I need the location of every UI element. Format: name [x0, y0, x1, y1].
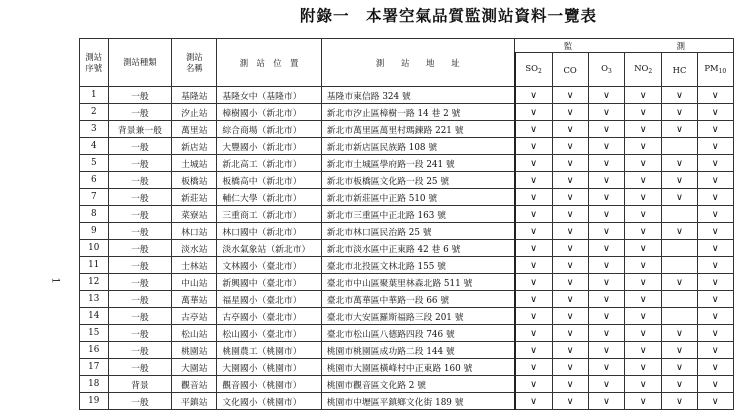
check-so2: ∨ [515, 308, 552, 325]
check-no2: ∨ [625, 325, 662, 342]
check-so2: ∨ [515, 376, 552, 393]
check-so2: ∨ [515, 155, 552, 172]
station-address: 新北市新店區民族路 108 號 [321, 138, 514, 155]
check-o3: ∨ [588, 240, 624, 257]
check-so2: ∨ [515, 87, 552, 104]
header-monitor-group: 監 測 [515, 39, 734, 53]
station-name: 萬里站 [172, 121, 217, 138]
station-serial: 14 [80, 308, 109, 325]
station-address: 新北市土城區學府路一段 241 號 [321, 155, 514, 172]
check-o3: ∨ [588, 308, 624, 325]
station-type: 一般 [108, 308, 172, 325]
check-co: ∨ [552, 87, 588, 104]
check-hc: ∨ [662, 274, 697, 291]
check-so2: ∨ [515, 223, 552, 240]
station-address: 新北市汐止區樟樹一路 14 巷 2 號 [321, 104, 514, 121]
station-location: 新北高工（新北市） [217, 155, 321, 172]
station-name: 板橋站 [172, 172, 217, 189]
check-o3: ∨ [588, 206, 624, 223]
check-pm10: ∨ [697, 104, 733, 121]
check-hc: ∨ [662, 376, 697, 393]
check-no2: ∨ [625, 87, 662, 104]
station-serial: 7 [80, 189, 109, 206]
check-hc: ∨ [662, 393, 697, 410]
check-o3: ∨ [588, 172, 624, 189]
station-address: 新北市淡水區中正東路 42 巷 6 號 [321, 240, 514, 257]
station-serial: 13 [80, 291, 109, 308]
station-serial: 3 [80, 121, 109, 138]
check-so2: ∨ [515, 104, 552, 121]
station-location: 三重商工（新北市） [217, 206, 321, 223]
station-location: 板橋高中（新北市） [217, 172, 321, 189]
station-name: 菜寮站 [172, 206, 217, 223]
station-location: 樟樹國小（新北市） [217, 104, 321, 121]
header-address: 測 站 地 址 [321, 39, 514, 87]
check-co: ∨ [552, 274, 588, 291]
check-hc [662, 291, 697, 308]
check-so2: ∨ [515, 393, 552, 410]
station-serial: 9 [80, 223, 109, 240]
check-hc: ∨ [662, 155, 697, 172]
station-location: 基隆女中（基隆市） [217, 87, 321, 104]
station-location: 綜合商場（新北市） [217, 121, 321, 138]
station-address: 臺北市中山區聚葉里林森北路 511 號 [321, 274, 514, 291]
station-location: 福星國小（臺北市） [217, 291, 321, 308]
check-o3: ∨ [588, 376, 624, 393]
check-o3: ∨ [588, 325, 624, 342]
check-pm10: ∨ [697, 240, 733, 257]
check-hc: ∨ [662, 121, 697, 138]
check-pm10: ∨ [697, 342, 733, 359]
table-row [80, 172, 734, 189]
check-hc: ∨ [662, 325, 697, 342]
check-hc: ∨ [662, 359, 697, 376]
check-co: ∨ [552, 308, 588, 325]
check-o3: ∨ [588, 87, 624, 104]
station-address: 基隆市東信路 324 號 [321, 87, 514, 104]
station-serial: 15 [80, 325, 109, 342]
station-location: 桃園農工（桃園市） [217, 342, 321, 359]
check-o3: ∨ [588, 359, 624, 376]
check-pm10: ∨ [697, 308, 733, 325]
check-hc [662, 206, 697, 223]
header-pollutant-co: CO [552, 53, 588, 87]
station-type: 一般 [108, 223, 172, 240]
table-row [80, 393, 734, 410]
check-co: ∨ [552, 206, 588, 223]
station-name: 古亭站 [172, 308, 217, 325]
table-row [80, 121, 734, 138]
check-o3: ∨ [588, 155, 624, 172]
station-location: 文化國小（桃園市） [217, 393, 321, 410]
table-row [80, 342, 734, 359]
station-type: 一般 [108, 359, 172, 376]
station-location: 古亭國小（臺北市） [217, 308, 321, 325]
check-pm10: ∨ [697, 291, 733, 308]
station-type: 背景 [108, 376, 172, 393]
check-o3: ∨ [588, 291, 624, 308]
station-location: 觀音國小（桃園市） [217, 376, 321, 393]
check-o3: ∨ [588, 104, 624, 121]
check-no2: ∨ [625, 104, 662, 121]
check-no2: ∨ [625, 138, 662, 155]
check-no2: ∨ [625, 172, 662, 189]
check-so2: ∨ [515, 325, 552, 342]
station-serial: 2 [80, 104, 109, 121]
table-row [80, 240, 734, 257]
header-name: 測站名稱 [172, 39, 217, 87]
check-hc [662, 240, 697, 257]
check-pm10: ∨ [697, 257, 733, 274]
table-row [80, 376, 734, 393]
station-serial: 19 [80, 393, 109, 410]
check-no2: ∨ [625, 274, 662, 291]
station-name: 松山站 [172, 325, 217, 342]
check-co: ∨ [552, 172, 588, 189]
check-co: ∨ [552, 155, 588, 172]
station-address: 桃園市中壢區平鎮鄉文化街 189 號 [321, 393, 514, 410]
station-address: 新北市林口區民治路 25 號 [321, 223, 514, 240]
station-name: 萬華站 [172, 291, 217, 308]
check-no2: ∨ [625, 223, 662, 240]
check-no2: ∨ [625, 206, 662, 223]
check-so2: ∨ [515, 172, 552, 189]
check-o3: ∨ [588, 138, 624, 155]
header-serial: 測站序號 [80, 39, 109, 87]
station-serial: 6 [80, 172, 109, 189]
station-name: 基隆站 [172, 87, 217, 104]
station-location: 松山國小（臺北市） [217, 325, 321, 342]
station-address: 臺北市大安區羅斯福路三段 201 號 [321, 308, 514, 325]
station-location: 淡水氣象站（新北市） [217, 240, 321, 257]
check-hc [662, 138, 697, 155]
check-no2: ∨ [625, 240, 662, 257]
table-row [80, 359, 734, 376]
check-co: ∨ [552, 325, 588, 342]
station-name: 中山站 [172, 274, 217, 291]
check-co: ∨ [552, 359, 588, 376]
station-serial: 12 [80, 274, 109, 291]
check-pm10: ∨ [697, 359, 733, 376]
header-pollutant-so2: $SO_2$ [515, 53, 552, 87]
station-name: 大園站 [172, 359, 217, 376]
station-type: 一般 [108, 342, 172, 359]
table-row [80, 257, 734, 274]
station-address: 新北市三重區中正北路 163 號 [321, 206, 514, 223]
station-address: 桃園市桃園區成功路二段 144 號 [321, 342, 514, 359]
table-row [80, 291, 734, 308]
check-no2: ∨ [625, 342, 662, 359]
check-o3: ∨ [588, 121, 624, 138]
check-co: ∨ [552, 240, 588, 257]
check-so2: ∨ [515, 189, 552, 206]
station-address: 桃園市大園區橫峰村中正東路 160 號 [321, 359, 514, 376]
check-pm10: ∨ [697, 223, 733, 240]
check-o3: ∨ [588, 274, 624, 291]
table-row [80, 308, 734, 325]
check-so2: ∨ [515, 138, 552, 155]
station-serial: 8 [80, 206, 109, 223]
station-address: 新北市板橋區文化路一段 25 號 [321, 172, 514, 189]
check-so2: ∨ [515, 121, 552, 138]
station-address: 桃園市觀音區文化路 2 號 [321, 376, 514, 393]
header-pollutant-no2: $NO_2$ [625, 53, 662, 87]
header-pollutant-o3: $O_3$ [588, 53, 624, 87]
check-co: ∨ [552, 257, 588, 274]
check-co: ∨ [552, 291, 588, 308]
station-name: 土城站 [172, 155, 217, 172]
station-address: 新北市萬里區萬里村瑪鍊路 221 號 [321, 121, 514, 138]
station-location: 輔仁大學（新北市） [217, 189, 321, 206]
check-hc: ∨ [662, 189, 697, 206]
station-type: 一般 [108, 104, 172, 121]
check-no2: ∨ [625, 308, 662, 325]
check-pm10: ∨ [697, 87, 733, 104]
station-type: 背景兼一般 [108, 121, 172, 138]
table-row [80, 223, 734, 240]
check-o3: ∨ [588, 257, 624, 274]
check-hc: ∨ [662, 223, 697, 240]
check-hc [662, 308, 697, 325]
check-co: ∨ [552, 393, 588, 410]
header-type: 測站種類 [108, 39, 172, 87]
table-row [80, 206, 734, 223]
check-so2: ∨ [515, 291, 552, 308]
check-pm10: ∨ [697, 376, 733, 393]
check-o3: ∨ [588, 223, 624, 240]
station-location: 大園國小（桃園市） [217, 359, 321, 376]
table-row [80, 104, 734, 121]
check-pm10: ∨ [697, 121, 733, 138]
header-pollutant-hc: HC [662, 53, 697, 87]
station-name: 新莊站 [172, 189, 217, 206]
station-type: 一般 [108, 257, 172, 274]
station-serial: 11 [80, 257, 109, 274]
check-co: ∨ [552, 189, 588, 206]
document-title: 附錄一 本署空氣品質監測站資料一覽表 [300, 6, 598, 25]
check-so2: ∨ [515, 257, 552, 274]
header-pollutant-pm10: $PM_{10}$ [697, 53, 733, 87]
table-row [80, 155, 734, 172]
station-serial: 1 [80, 87, 109, 104]
check-no2: ∨ [625, 359, 662, 376]
check-so2: ∨ [515, 359, 552, 376]
check-pm10: ∨ [697, 138, 733, 155]
check-pm10: ∨ [697, 206, 733, 223]
check-co: ∨ [552, 376, 588, 393]
check-pm10: ∨ [697, 274, 733, 291]
table-row [80, 87, 734, 104]
station-serial: 5 [80, 155, 109, 172]
station-type: 一般 [108, 240, 172, 257]
check-co: ∨ [552, 104, 588, 121]
station-type: 一般 [108, 291, 172, 308]
header-location: 測 站 位 置 [217, 39, 321, 87]
check-pm10: ∨ [697, 172, 733, 189]
check-so2: ∨ [515, 240, 552, 257]
station-type: 一般 [108, 155, 172, 172]
check-o3: ∨ [588, 342, 624, 359]
station-location: 大豐國小（新北市） [217, 138, 321, 155]
station-serial: 17 [80, 359, 109, 376]
station-type: 一般 [108, 87, 172, 104]
station-type: 一般 [108, 325, 172, 342]
check-pm10: ∨ [697, 393, 733, 410]
table-row [80, 189, 734, 206]
station-location: 林口國中（新北市） [217, 223, 321, 240]
table-row [80, 325, 734, 342]
station-serial: 4 [80, 138, 109, 155]
check-hc [662, 257, 697, 274]
check-so2: ∨ [515, 274, 552, 291]
station-name: 林口站 [172, 223, 217, 240]
check-pm10: ∨ [697, 325, 733, 342]
check-hc: ∨ [662, 172, 697, 189]
check-pm10: ∨ [697, 189, 733, 206]
page-number: 1 [49, 277, 61, 284]
table-row [80, 138, 734, 155]
check-no2: ∨ [625, 155, 662, 172]
check-hc: ∨ [662, 87, 697, 104]
station-name: 汐止站 [172, 104, 217, 121]
station-type: 一般 [108, 393, 172, 410]
station-name: 士林站 [172, 257, 217, 274]
station-table [79, 38, 734, 410]
check-no2: ∨ [625, 257, 662, 274]
station-address: 臺北市萬華區中華路一段 66 號 [321, 291, 514, 308]
station-name: 桃園站 [172, 342, 217, 359]
check-no2: ∨ [625, 393, 662, 410]
station-serial: 18 [80, 376, 109, 393]
station-name: 新店站 [172, 138, 217, 155]
check-pm10: ∨ [697, 155, 733, 172]
check-hc: ∨ [662, 342, 697, 359]
check-so2: ∨ [515, 342, 552, 359]
station-address: 臺北市北投區文林北路 155 號 [321, 257, 514, 274]
station-name: 淡水站 [172, 240, 217, 257]
station-serial: 10 [80, 240, 109, 257]
check-no2: ∨ [625, 291, 662, 308]
check-no2: ∨ [625, 121, 662, 138]
station-type: 一般 [108, 189, 172, 206]
station-type: 一般 [108, 138, 172, 155]
check-co: ∨ [552, 121, 588, 138]
check-o3: ∨ [588, 189, 624, 206]
table-row [80, 274, 734, 291]
station-serial: 16 [80, 342, 109, 359]
station-name: 觀音站 [172, 376, 217, 393]
check-no2: ∨ [625, 189, 662, 206]
check-co: ∨ [552, 223, 588, 240]
station-name: 平鎮站 [172, 393, 217, 410]
station-rows [80, 87, 734, 410]
check-co: ∨ [552, 138, 588, 155]
station-type: 一般 [108, 274, 172, 291]
check-so2: ∨ [515, 206, 552, 223]
station-location: 文林國小（臺北市） [217, 257, 321, 274]
station-type: 一般 [108, 206, 172, 223]
station-address: 臺北市松山區八德路四段 746 號 [321, 325, 514, 342]
check-hc: ∨ [662, 104, 697, 121]
check-o3: ∨ [588, 393, 624, 410]
station-location: 新興國中（臺北市） [217, 274, 321, 291]
station-type: 一般 [108, 172, 172, 189]
check-co: ∨ [552, 342, 588, 359]
station-address: 新北市新莊區中正路 510 號 [321, 189, 514, 206]
check-no2: ∨ [625, 376, 662, 393]
